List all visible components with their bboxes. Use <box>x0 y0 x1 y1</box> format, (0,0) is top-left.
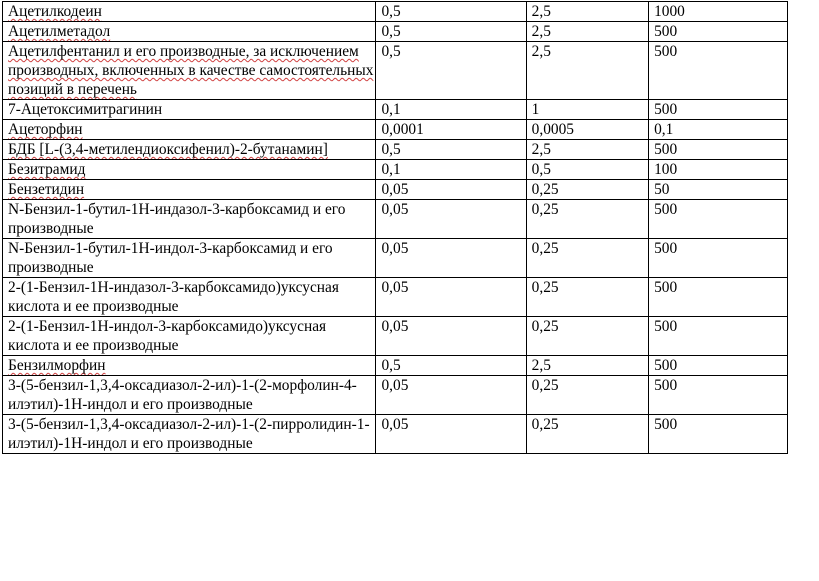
substance-name: Ацетилметадол <box>8 23 111 40</box>
substance-name-cell <box>3 376 376 415</box>
value-cell-1 <box>376 180 526 200</box>
value-cell-1 <box>376 415 526 454</box>
substance-name: Ацетилкодеин <box>8 3 102 20</box>
value-cell-2 <box>526 356 648 376</box>
value-1: 0,1 <box>381 161 401 178</box>
value-cell-3 <box>649 415 788 454</box>
value-cell-2 <box>526 100 648 120</box>
value-cell-1 <box>376 317 526 356</box>
value-cell-2 <box>526 278 648 317</box>
value-cell-2 <box>526 200 648 239</box>
value-cell-1 <box>376 100 526 120</box>
value-cell-2 <box>526 2 648 22</box>
value-cell-2 <box>526 415 648 454</box>
value-2: 0,25 <box>531 240 559 257</box>
value-cell-1 <box>376 239 526 278</box>
value-2: 0,25 <box>531 181 559 198</box>
value-cell-1 <box>376 160 526 180</box>
value-cell-1 <box>376 376 526 415</box>
value-1: 0,5 <box>381 357 401 374</box>
substance-name-cell <box>3 120 376 140</box>
value-1: 0,05 <box>381 201 409 218</box>
substance-name-cell <box>3 100 376 120</box>
value-1: 0,05 <box>381 416 409 433</box>
value-cell-1 <box>376 140 526 160</box>
value-3: 500 <box>654 416 678 433</box>
value-2: 0,0005 <box>531 121 574 138</box>
table-row <box>3 2 788 22</box>
value-3: 50 <box>654 181 670 198</box>
value-2: 2,5 <box>531 357 551 374</box>
value-cell-2 <box>526 22 648 42</box>
value-1: 0,05 <box>381 318 409 335</box>
value-2: 0,25 <box>531 201 559 218</box>
value-cell-2 <box>526 160 648 180</box>
value-1: 0,0001 <box>381 121 424 138</box>
substance-name: Ацетилфентанил и его производные, за исключением производных, включенных в качестве самостоятельных позиций в перечень <box>8 43 374 98</box>
table-row <box>3 200 788 239</box>
value-3: 1000 <box>654 3 685 20</box>
value-cell-1 <box>376 42 526 100</box>
value-3: 500 <box>654 43 678 60</box>
value-3: 500 <box>654 377 678 394</box>
substance-name: 3-(5-бензил-1,3,4-оксадиазол-2-ил)-1-(2-морфолин-4-илэтил)-1Н-индол и его производные <box>8 377 357 413</box>
substance-name: 7-Ацетоксимитрагинин <box>8 101 163 118</box>
table-row <box>3 376 788 415</box>
value-cell-3 <box>649 376 788 415</box>
value-cell-3 <box>649 120 788 140</box>
value-cell-3 <box>649 239 788 278</box>
value-2: 1 <box>531 101 540 118</box>
value-1: 0,5 <box>381 141 401 158</box>
table-row <box>3 239 788 278</box>
table-row <box>3 317 788 356</box>
substance-name: Ацеторфин <box>8 121 83 138</box>
value-cell-2 <box>526 376 648 415</box>
table-row <box>3 415 788 454</box>
table-row <box>3 120 788 140</box>
value-cell-3 <box>649 160 788 180</box>
value-cell-2 <box>526 140 648 160</box>
value-cell-2 <box>526 239 648 278</box>
value-1: 0,05 <box>381 240 409 257</box>
value-2: 2,5 <box>531 23 551 40</box>
substance-name: БДБ [L-(3,4-метилендиоксифенил)-2-бутанамин] <box>8 141 328 158</box>
value-cell-1 <box>376 278 526 317</box>
table-row <box>3 22 788 42</box>
value-1: 0,05 <box>381 181 409 198</box>
substance-name-cell <box>3 2 376 22</box>
value-1: 0,1 <box>381 101 401 118</box>
value-3: 500 <box>654 357 678 374</box>
substance-name-cell <box>3 356 376 376</box>
substance-name: Безитрамид <box>8 161 86 178</box>
value-3: 100 <box>654 161 678 178</box>
table-row <box>3 160 788 180</box>
value-cell-2 <box>526 120 648 140</box>
substance-name: 2-(1-Бензил-1Н-индазол-3-карбоксамидо)уксусная кислота и ее производные <box>8 279 339 315</box>
value-cell-3 <box>649 22 788 42</box>
value-3: 500 <box>654 101 678 118</box>
table-row <box>3 100 788 120</box>
value-1: 0,05 <box>381 279 409 296</box>
value-cell-3 <box>649 140 788 160</box>
substance-name-cell <box>3 140 376 160</box>
value-2: 0,5 <box>531 161 551 178</box>
value-3: 500 <box>654 279 678 296</box>
value-2: 0,25 <box>531 416 559 433</box>
substance-name: 3-(5-бензил-1,3,4-оксадиазол-2-ил)-1-(2-пирролидин-1-илэтил)-1Н-индол и его производные <box>8 416 370 452</box>
value-2: 0,25 <box>531 318 559 335</box>
value-3: 0,1 <box>654 121 674 138</box>
value-2: 0,25 <box>531 377 559 394</box>
table-row <box>3 42 788 100</box>
substance-name-cell <box>3 317 376 356</box>
value-2: 0,25 <box>531 279 559 296</box>
value-cell-3 <box>649 180 788 200</box>
substance-name: Бензилморфин <box>8 357 106 374</box>
substance-name-cell <box>3 200 376 239</box>
value-1: 0,5 <box>381 43 401 60</box>
substance-name: N-Бензил-1-бутил-1Н-индазол-3-карбоксамид и его производные <box>8 201 346 237</box>
table-row <box>3 140 788 160</box>
value-cell-2 <box>526 42 648 100</box>
table-row <box>3 180 788 200</box>
value-1: 0,5 <box>381 3 401 20</box>
value-2: 2,5 <box>531 141 551 158</box>
value-2: 2,5 <box>531 3 551 20</box>
table-row <box>3 278 788 317</box>
value-cell-1 <box>376 120 526 140</box>
value-cell-3 <box>649 200 788 239</box>
substance-name-cell <box>3 180 376 200</box>
value-cell-3 <box>649 100 788 120</box>
substance-name-cell <box>3 415 376 454</box>
value-3: 500 <box>654 23 678 40</box>
substance-name-cell <box>3 22 376 42</box>
value-cell-1 <box>376 2 526 22</box>
value-cell-1 <box>376 22 526 42</box>
value-3: 500 <box>654 240 678 257</box>
substance-name-cell <box>3 239 376 278</box>
value-cell-3 <box>649 2 788 22</box>
substance-name: 2-(1-Бензил-1Н-индол-3-карбоксамидо)уксусная кислота и ее производные <box>8 318 327 354</box>
substance-name: N-Бензил-1-бутил-1Н-индол-3-карбоксамид и его производные <box>8 240 333 276</box>
value-cell-1 <box>376 356 526 376</box>
substance-name: Бензетидин <box>8 181 85 198</box>
value-3: 500 <box>654 141 678 158</box>
value-2: 2,5 <box>531 43 551 60</box>
table-body <box>3 2 788 454</box>
value-cell-1 <box>376 200 526 239</box>
substance-table <box>2 1 788 454</box>
table-row <box>3 356 788 376</box>
value-cell-2 <box>526 180 648 200</box>
value-cell-3 <box>649 42 788 100</box>
value-cell-2 <box>526 317 648 356</box>
value-3: 500 <box>654 201 678 218</box>
substance-name-cell <box>3 42 376 100</box>
value-cell-3 <box>649 317 788 356</box>
substance-name-cell <box>3 160 376 180</box>
value-1: 0,5 <box>381 23 401 40</box>
value-1: 0,05 <box>381 377 409 394</box>
value-cell-3 <box>649 278 788 317</box>
value-cell-3 <box>649 356 788 376</box>
substance-name-cell <box>3 278 376 317</box>
value-3: 500 <box>654 318 678 335</box>
